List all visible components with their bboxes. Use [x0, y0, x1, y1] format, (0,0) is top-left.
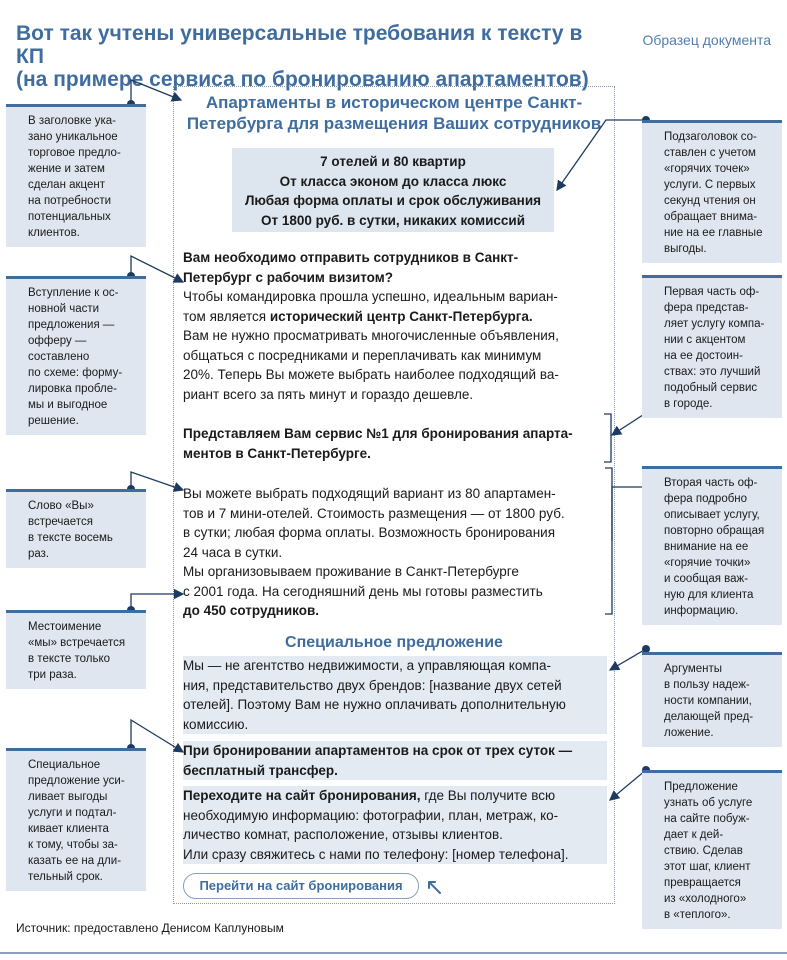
sample-label: Образец документа: [642, 32, 771, 48]
document-title: Апартаменты в историческом центре Санкт- Петербурга для размещения Ваших сотрудников: [186, 93, 602, 133]
question-text: Вам необходимо отправить сотрудников в Санкт- Петербург с рабочим визитом?: [183, 250, 519, 285]
headline-line: Любая форма оплаты и срок обслуживания: [244, 193, 542, 208]
intro-text-rest: Вам не нужно просматривать многочисленные объявления, общаться с посредниками и переплачивать как минимум 20%. Теперь Вы можете выбрать наиболее подходящий ва- риант всего за пять минут и гораздо дешевле.: [183, 328, 559, 402]
intro-text: Чтобы командировка прошла успешно, идеальным вариан- том является: [183, 289, 558, 324]
source-caption: Источник: предоставлено Денисом Каплуновым: [16, 921, 284, 935]
note-left-3: Слово «Вы» встречается в тексте восемь раз.: [6, 489, 146, 568]
cta-paragraph-lead: Переходите на сайт бронирования,: [183, 788, 421, 803]
intro-highlight: исторический центр Санкт-Петербурга.: [269, 308, 533, 324]
offer-intro: Представляем Вам сервис №1 для бронирования апарта- ментов в Санкт-Петербурге.: [183, 426, 573, 461]
note-right-5: Предложение узнать об услуге на сайте побуж- дает к дей- ствию. Сделав этот шаг, клиент превращается из «холодного» в «теплого».: [642, 770, 782, 929]
page-title: Вот так учтены универсальные требования к тексту в КП (на примере сервиса по бронированию апартаментов): [16, 22, 589, 91]
note-left-2: Вступление к ос- новной части предложения — офферу — составлено по схеме: форму- лировка пробле- мы и выгодное решение.: [6, 276, 146, 435]
note-left-5: Специальное предложение уси- ливает выгоды услуги и подтал- кивает клиента к тому, чтобы за- казать ее на дли- тельный срок.: [6, 748, 146, 891]
note-right-1: Подзаголовок со- ставлен с учетом «горячих точек» услуги. С первых секунд чтения он обращает внима- ние на ее главные выгоды.: [642, 120, 782, 263]
offer-body-text: Вы можете выбрать подходящий вариант из 80 апартамен- тов и 7 мини-отелей. Стоимость размещения — от 1800 руб. в сутки; любая форма оплаты. Возможность бронирования 24 часа в сутки. Мы организовываем проживание в Санкт-Петербурге с 2001 года. На сегодняшний день мы готовы разместить: [183, 486, 565, 599]
agency-text: Мы — не агентство недвижимости, а управляющая компа- ния, представительство двух брендов: [название двух сетей отелей]. Поэтому Вам не нужно оплачивать дополнительную комиссию.: [183, 656, 607, 734]
special-offer-heading: Специальное предложение: [285, 634, 503, 651]
headline-line: 7 отелей и 80 квартир: [320, 154, 466, 169]
note-right-2: Первая часть оф- фера представ- ляет услугу компа- нии с акцентом на ее достоин- ствах: это лучший подобный сервис в городе.: [642, 275, 782, 418]
offer-body-highlight: до 450 сотрудников.: [183, 603, 320, 618]
note-left-1: В заголовке ука- зано уникальное торговое предло- жение и затем сделан акцент на потребности потенциальных клиентов.: [6, 104, 146, 247]
note-right-3: Вторая часть оф- фера подробно описывает услугу, повторно обращая внимание на ее «горячие точки» и сообщая важ- ную для клиента информацию.: [642, 466, 782, 625]
cta-paragraph-text: где Вы получите всю необходимую информацию: фотографии, план, метраж, ко- личество комнат, расположение, отзывы клиентов. Или сразу свяжитесь с нами по телефону: [номер телефона].: [183, 788, 569, 862]
note-left-4: Местоимение «мы» встречается в тексте только три раза.: [6, 610, 146, 689]
note-right-4: Аргументы в пользу надеж- ности компании, делающей пред- ложение.: [642, 652, 782, 747]
booking-site-button[interactable]: Перейти на сайт бронирования: [183, 873, 419, 899]
transfer-text: При бронировании апартаментов на срок от трех суток — бесплатный трансфер.: [183, 741, 607, 780]
headline-line: От 1800 руб. в сутки, никаких комиссий: [260, 212, 526, 228]
bottom-rule: [0, 952, 787, 954]
headline-line: От класса эконом до класса люкс: [279, 173, 507, 189]
